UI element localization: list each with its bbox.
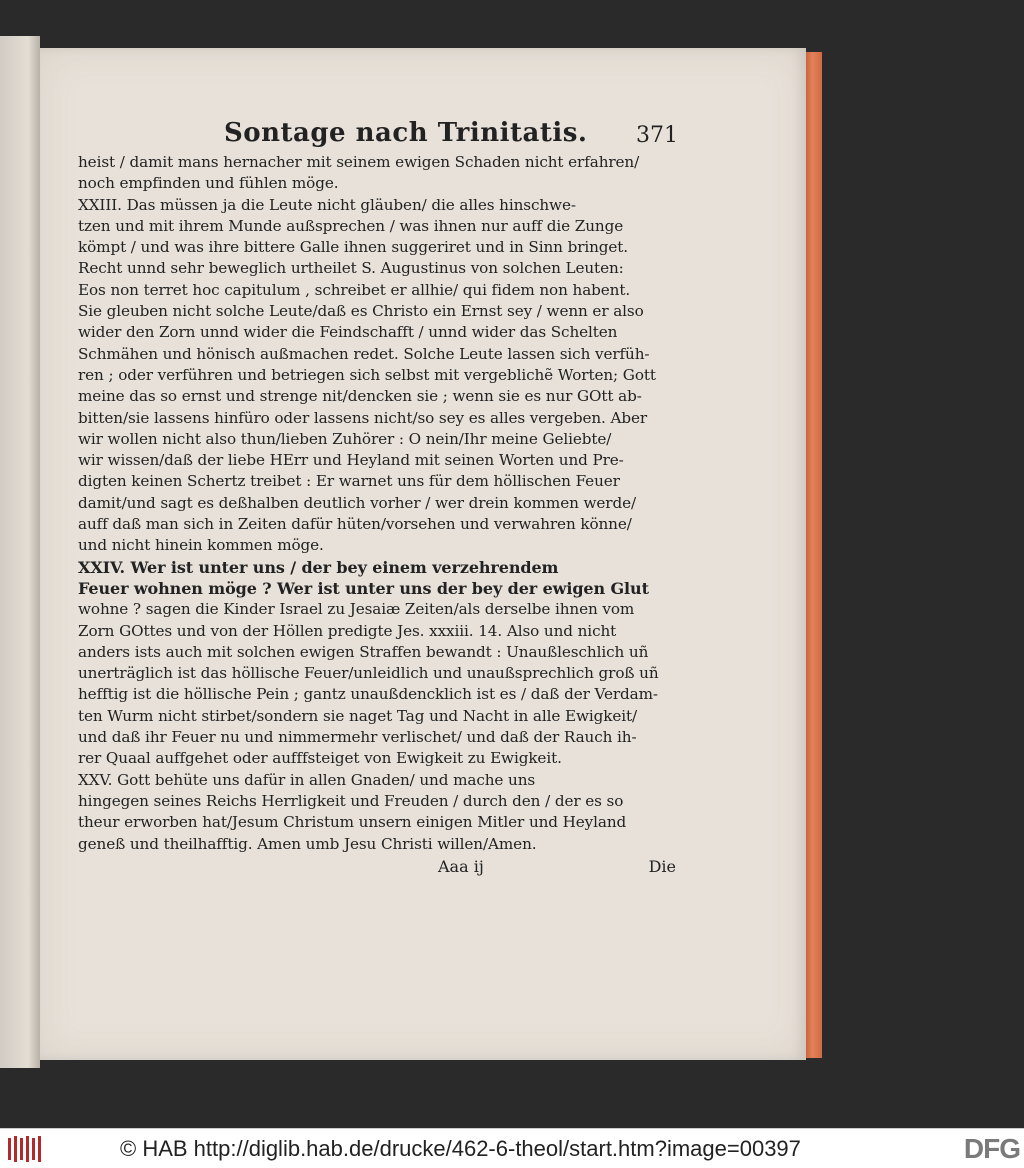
text-line: anders ists auch mit solchen ewigen Straffen bewandt : Unaußleschlich uñ <box>78 642 649 661</box>
text-line: tzen und mit ihrem Munde außsprechen / was ihnen nur auff die Zunge <box>78 216 624 235</box>
text-line: und daß ihr Feuer nu und nimmermehr verlischet/ und daß der Rauch ih- <box>78 728 637 747</box>
page-footer <box>78 856 676 881</box>
text-line: Recht unnd sehr beweglich urtheilet S. Augustinus von solchen Leuten: <box>78 259 624 278</box>
text-line: theur erworben hat/Jesum Christum unsern einigen Mitler und Heyland <box>78 813 627 832</box>
page-edge <box>806 52 822 1058</box>
text-line: digten keinen Schertz treibet : Er warnet uns für dem höllischen Feuer <box>78 472 620 491</box>
text-line: Sie gleuben nicht solche Leute/daß es Christo ein Ernst sey / wenn er also <box>78 302 644 321</box>
page-header <box>78 108 678 148</box>
catchword: Die <box>648 856 676 876</box>
text-line: bitten/sie lassens hinfüro oder lassens nicht/so sey es alles vergeben. Aber <box>78 408 648 427</box>
page-text <box>78 108 678 881</box>
copyright-url[interactable]: © HAB http://diglib.hab.de/drucke/462-6-theol/start.htm?image=00397 <box>120 1135 801 1161</box>
text-line: geneß und theilhafftig. Amen umb Jesu Christi willen/Amen. <box>78 834 537 853</box>
text-line: Schmähen und hönisch außmachen redet. Solche Leute lassen sich verfüh- <box>78 344 650 363</box>
text-line: hingegen seines Reichs Herrligkeit und Freuden / durch den / der es so <box>78 791 624 810</box>
text-line: noch empfinden und fühlen möge. <box>78 174 339 193</box>
dfg-logo-icon: DFG <box>963 1133 1020 1164</box>
text-line: wider den Zorn unnd wider die Feindschafft / unnd wider das Schelten <box>78 323 618 342</box>
text-line: und nicht hinein kommen möge. <box>78 536 324 555</box>
text-line: auff daß man sich in Zeiten dafür hüten/vorsehen und verwahren könne/ <box>78 515 632 534</box>
text-line: Feuer wohnen möge ? Wer ist unter uns der bey der ewigen Glut <box>78 578 649 598</box>
running-title: Sontage nach Trinitatis. <box>224 118 588 148</box>
previous-page-edge <box>0 36 40 1068</box>
text-line: wir wissen/daß der liebe HErr und Heyland mit seinen Worten und Pre- <box>78 451 624 470</box>
hab-logo-icon <box>6 1133 50 1165</box>
text-line: unerträglich ist das höllische Feuer/unleidlich und unaußsprechlich groß uñ <box>78 664 659 683</box>
signature-mark: Aaa ij <box>438 856 484 876</box>
text-line: kömpt / und was ihre bittere Galle ihnen suggeriret und in Sinn bringet. <box>78 238 629 257</box>
footer-bar <box>0 1128 1024 1168</box>
text-line: hefftig ist die höllische Pein ; gantz unaußdencklich ist es / daß der Verdam- <box>78 685 658 704</box>
text-line: heist / damit mans hernacher mit seinem ewigen Schaden nicht erfahren/ <box>78 153 640 171</box>
text-line: XXIV. Wer ist unter uns / der bey einem verzehrendem <box>78 557 559 577</box>
text-line: rer Quaal auffgehet oder aufffsteiget von Ewigkeit zu Ewigkeit. <box>78 749 562 768</box>
text-line: meine das so ernst und strenge nit/dencken sie ; wenn sie es nur GOtt ab- <box>78 387 642 406</box>
text-line: XXIII. Das müssen ja die Leute nicht gläuben/ die alles hinschwe- <box>78 195 576 214</box>
text-line: ren ; oder verführen und betriegen sich selbst mit vergeblichẽ Worten; Gott <box>78 365 656 384</box>
text-line: Eos non terret hoc capitulum , schreibet er allhie/ qui fidem non habent. <box>78 280 631 299</box>
text-line: XXV. Gott behüte uns dafür in allen Gnaden/ und mache uns <box>78 770 536 789</box>
text-line: wir wollen nicht also thun/lieben Zuhörer : O nein/Ihr meine Geliebte/ <box>78 429 612 448</box>
text-line: ten Wurm nicht stirbet/sondern sie naget Tag und Nacht in alle Ewigkeit/ <box>78 706 638 725</box>
text-lines <box>78 152 668 855</box>
text-line: damit/und sagt es deßhalben deutlich vorher / wer drein kommen werde/ <box>78 493 636 512</box>
text-line: wohne ? sagen die Kinder Israel zu Jesaiæ Zeiten/als derselbe ihnen vom <box>78 600 635 619</box>
page-number: 371 <box>636 123 678 148</box>
text-line: Zorn GOttes und von der Höllen predigte Jes. xxxiii. 14. Also und nicht <box>78 621 617 640</box>
